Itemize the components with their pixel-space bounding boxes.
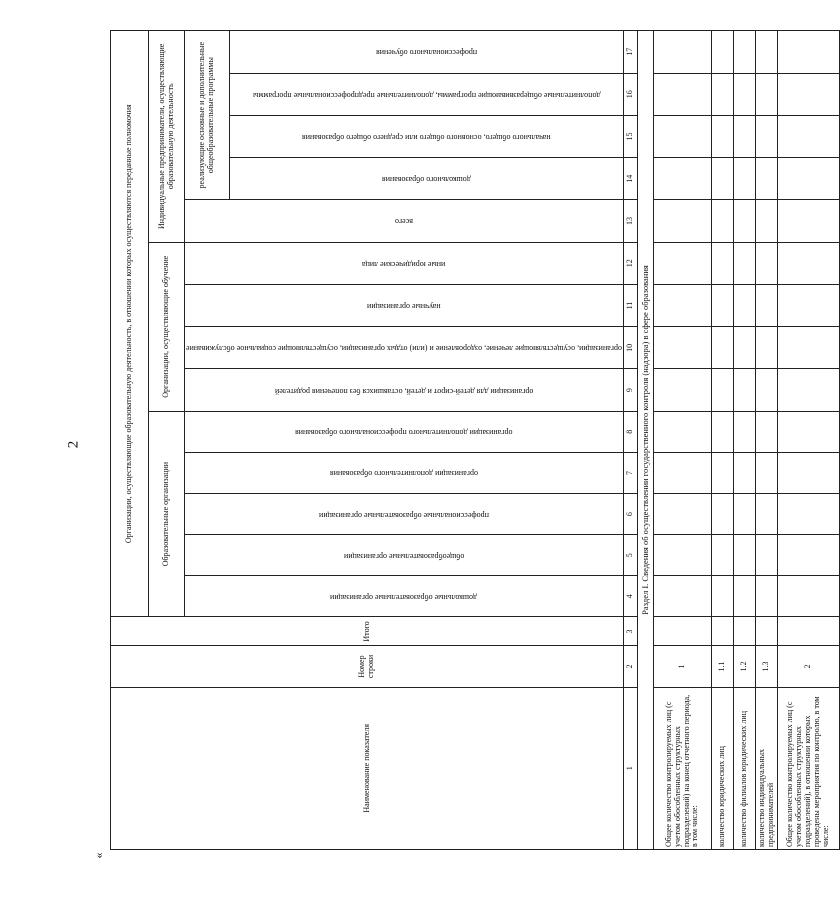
column-number: 17	[624, 31, 638, 74]
value-cell[interactable]	[778, 494, 840, 535]
table-row	[654, 31, 712, 850]
value-cell[interactable]	[756, 452, 778, 493]
column-number: 8	[624, 411, 638, 452]
header-indicator: Наименование показателя	[111, 687, 624, 849]
header-row-number: Номер строки	[111, 646, 624, 687]
column-number: 16	[624, 73, 638, 115]
value-cell[interactable]	[756, 369, 778, 411]
value-cell[interactable]	[734, 31, 756, 74]
value-cell[interactable]	[734, 115, 756, 157]
value-cell[interactable]	[712, 617, 734, 646]
value-cell[interactable]	[756, 200, 778, 242]
table-row	[712, 31, 734, 850]
row-label: количество индивидуальных предпринимателей	[756, 687, 778, 849]
table-row	[778, 31, 840, 850]
value-cell[interactable]	[778, 200, 840, 242]
value-cell[interactable]	[654, 73, 712, 115]
value-cell[interactable]	[734, 327, 756, 369]
header-ip-programs: реализующие основные и дополнительные общеобразовательные программы	[185, 31, 230, 200]
col-science: научные организации	[185, 284, 624, 326]
header-edu-orgs: Образовательные организации	[149, 411, 185, 617]
value-cell[interactable]	[778, 284, 840, 326]
column-number: 5	[624, 535, 638, 576]
row-number: 2	[778, 646, 840, 687]
column-number: 9	[624, 369, 638, 411]
value-cell[interactable]	[756, 576, 778, 617]
row-number: 1.2	[734, 646, 756, 687]
value-cell[interactable]	[778, 411, 840, 452]
value-cell[interactable]	[756, 73, 778, 115]
column-number: 13	[624, 200, 638, 242]
value-cell[interactable]	[712, 200, 734, 242]
value-cell[interactable]	[712, 576, 734, 617]
value-cell[interactable]	[712, 327, 734, 369]
column-number: 6	[624, 494, 638, 535]
col-ip-general: начального общего, основного общего или среднего общего образования	[229, 115, 623, 157]
value-cell[interactable]	[654, 411, 712, 452]
value-cell[interactable]	[778, 576, 840, 617]
value-cell[interactable]	[756, 242, 778, 284]
column-number: 11	[624, 284, 638, 326]
value-cell[interactable]	[712, 535, 734, 576]
value-cell[interactable]	[778, 535, 840, 576]
value-cell[interactable]	[778, 327, 840, 369]
value-cell[interactable]	[712, 158, 734, 200]
value-cell[interactable]	[712, 73, 734, 115]
row-number: 1.3	[756, 646, 778, 687]
value-cell[interactable]	[654, 535, 712, 576]
row-label: Общее количество контролируемых лиц (с учетом обособленных структурных подразделений) на конец отчетного периода, в том числе:	[654, 687, 712, 849]
row-label: количество филиалов юридических лиц	[734, 687, 756, 849]
column-number: 4	[624, 576, 638, 617]
row-label: количество юридических лиц	[712, 687, 734, 849]
value-cell[interactable]	[734, 284, 756, 326]
value-cell[interactable]	[734, 200, 756, 242]
header-individual-entrepreneurs: Индивидуальные предприниматели, осуществляющие образовательную деятельность	[149, 31, 185, 243]
value-cell[interactable]	[734, 158, 756, 200]
value-cell[interactable]	[778, 369, 840, 411]
value-cell[interactable]	[712, 369, 734, 411]
value-cell[interactable]	[734, 242, 756, 284]
column-number: 2	[624, 646, 638, 687]
col-other: иные юридические лица	[185, 242, 624, 284]
value-cell[interactable]	[654, 31, 712, 74]
value-cell[interactable]	[756, 535, 778, 576]
value-cell[interactable]	[654, 452, 712, 493]
value-cell[interactable]	[734, 576, 756, 617]
value-cell[interactable]	[756, 158, 778, 200]
row-label: Общее количество контролируемых лиц (с учетом обособленных структурных подразделений), в отношении которых проведены мероприятия по контролю, в том числе:	[778, 687, 840, 849]
value-cell[interactable]	[734, 411, 756, 452]
col-orphans: организации для детей-сирот и детей, оставшихся без попечения родителей	[185, 369, 624, 411]
value-cell[interactable]	[712, 31, 734, 74]
rotated-table-container	[110, 30, 830, 850]
value-cell[interactable]	[712, 242, 734, 284]
value-cell[interactable]	[734, 617, 756, 646]
value-cell[interactable]	[734, 73, 756, 115]
col-ip-addl: дополнительные общеразвивающие программы, дополнительные предпрофессиональные программы	[229, 73, 623, 115]
col-addl: организации дополнительного образования	[185, 452, 624, 493]
section-title: Раздел I. Сведения об осуществлении государственного контроля (надзора) в сфере образования	[638, 31, 654, 850]
value-cell[interactable]	[654, 327, 712, 369]
column-number: 3	[624, 617, 638, 646]
value-cell[interactable]	[756, 327, 778, 369]
header-organizations: Организации, осуществляющие образовательную деятельность, в отношении которых осуществляются переданные полномочия	[111, 31, 149, 618]
value-cell[interactable]	[734, 369, 756, 411]
value-cell[interactable]	[712, 115, 734, 157]
value-cell[interactable]	[778, 115, 840, 157]
table-row	[756, 31, 778, 850]
value-cell[interactable]	[756, 494, 778, 535]
value-cell[interactable]	[734, 494, 756, 535]
statistics-table	[110, 30, 840, 850]
value-cell[interactable]	[756, 115, 778, 157]
value-cell[interactable]	[712, 411, 734, 452]
value-cell[interactable]	[712, 494, 734, 535]
value-cell[interactable]	[756, 284, 778, 326]
column-number: 7	[624, 452, 638, 493]
col-ip-prof: профессионального обучения	[229, 31, 623, 74]
value-cell[interactable]	[734, 535, 756, 576]
column-numbers-row	[624, 31, 638, 850]
column-number: 12	[624, 242, 638, 284]
value-cell[interactable]	[654, 242, 712, 284]
value-cell[interactable]	[756, 617, 778, 646]
table-row	[734, 31, 756, 850]
value-cell[interactable]	[654, 200, 712, 242]
value-cell[interactable]	[654, 617, 712, 646]
value-cell[interactable]	[654, 494, 712, 535]
column-number: 14	[624, 158, 638, 200]
value-cell[interactable]	[654, 576, 712, 617]
column-number: 10	[624, 327, 638, 369]
value-cell[interactable]	[778, 73, 840, 115]
value-cell[interactable]	[778, 452, 840, 493]
value-cell[interactable]	[778, 31, 840, 74]
header-other-orgs: Организации, осуществляющие обучение	[149, 242, 185, 411]
value-cell[interactable]	[756, 31, 778, 74]
value-cell[interactable]	[712, 284, 734, 326]
header-total: Итого	[111, 617, 624, 646]
value-cell[interactable]	[778, 617, 840, 646]
col-ip-preschool: дошкольного образования	[229, 158, 623, 200]
value-cell[interactable]	[654, 115, 712, 157]
value-cell[interactable]	[778, 158, 840, 200]
value-cell[interactable]	[734, 452, 756, 493]
col-addl-prof: организации дополнительного профессионального образования	[185, 411, 624, 452]
col-prof: профессиональные образовательные организации	[185, 494, 624, 535]
page-number: 2	[65, 440, 82, 449]
row-number: 1	[654, 646, 712, 687]
value-cell[interactable]	[778, 242, 840, 284]
value-cell[interactable]	[654, 369, 712, 411]
column-number: 1	[624, 687, 638, 849]
row-number: 1.1	[712, 646, 734, 687]
value-cell[interactable]	[654, 284, 712, 326]
value-cell[interactable]	[654, 158, 712, 200]
column-number: 15	[624, 115, 638, 157]
col-ip-total: всего	[185, 200, 624, 242]
col-general: общеобразовательные организации	[185, 535, 624, 576]
value-cell[interactable]	[756, 411, 778, 452]
value-cell[interactable]	[712, 452, 734, 493]
corner-mark: «	[91, 852, 106, 859]
col-medical: организации, осуществляющие лечение, оздоровление и (или) отдых организации, осуществляющие социальное обслуживание	[185, 327, 624, 369]
col-preschool: дошкольные образовательные организации	[185, 576, 624, 617]
